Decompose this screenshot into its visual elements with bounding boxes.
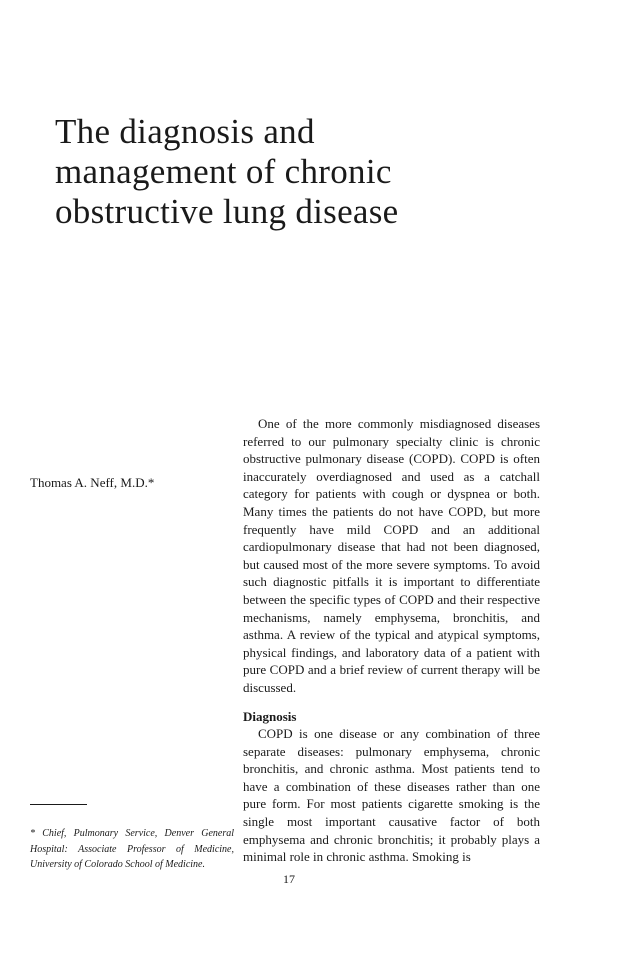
article-title: [55, 112, 525, 232]
abstract-paragraph: One of the more commonly misdiagnosed diseases referred to our pulmonary specialty clinic is chronic obstructive pulmonary disease (COPD). COPD is often inaccurately overdiagnosed and used as a catchall category for patients with cough or dyspnea or both. Many times the patients do not have COPD, but more frequently have mild COPD and an additional cardiopulmonary disease that had not been diagnosed, but caused most of the more severe symptoms. To avoid such diagnostic pitfalls it is important to differentiate between the specific types of COPD and their respective mechanisms, namely emphysema, bronchitis, and asthma. A review of the typical and atypical symptoms, physical findings, and laboratory data of a patient with pure COPD and a brief review of current therapy will be discussed.: [243, 416, 540, 695]
author-footnote: * Chief, Pulmonary Service, Denver General Hospital: Associate Professor of Medicine, University of Colorado School of Medicine.: [30, 828, 234, 871]
section-heading: Diagnosis: [243, 708, 297, 724]
page-number: 17: [283, 872, 295, 886]
title-line: management of chronic: [55, 152, 392, 191]
body-column: [243, 415, 540, 866]
section-paragraph: COPD is one disease or any combination of three separate diseases: pulmonary emphysema, chronic bronchitis, and chronic asthma. Most patients tend to have a combination of these diseases rather than one pure form. For most patients cigarette smoking is the single most important causative factor of both emphysema and chronic bronchitis; it probably plays a minimal role in chronic asthma. Smoking is: [243, 726, 540, 865]
title-line: The diagnosis and: [55, 112, 315, 151]
title-line: obstructive lung disease: [55, 192, 399, 231]
footnote-divider: [30, 804, 87, 805]
author-name: Thomas A. Neff, M.D.*: [30, 475, 155, 490]
